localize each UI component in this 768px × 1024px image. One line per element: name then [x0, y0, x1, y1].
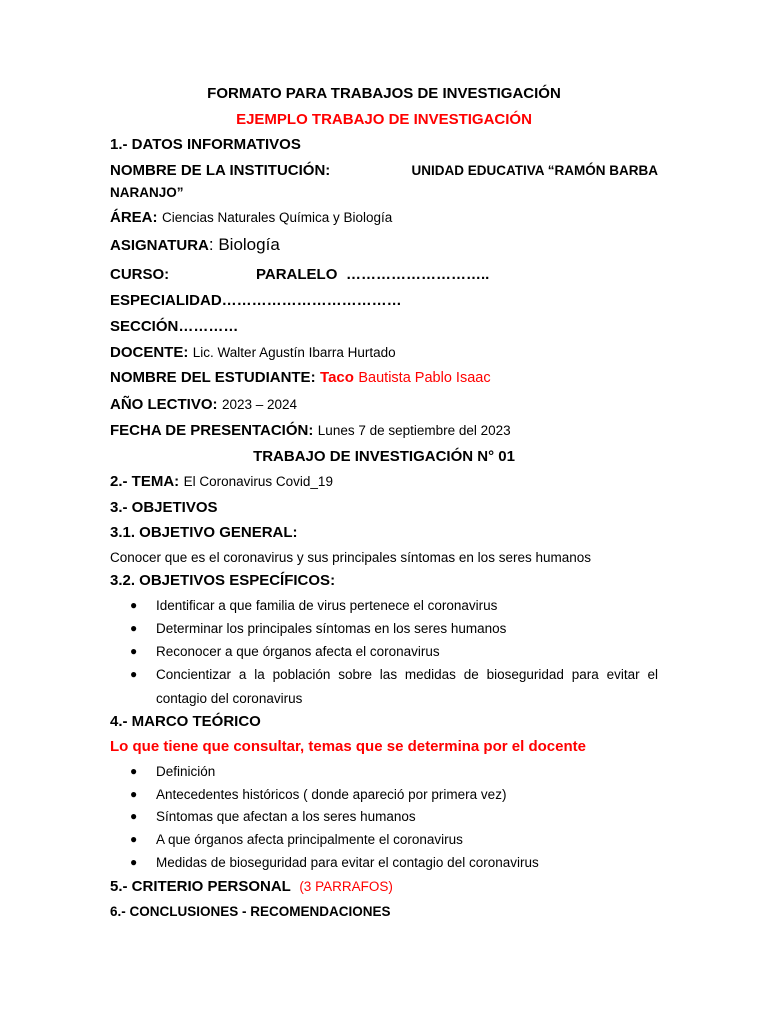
bullet-icon: ● — [130, 787, 138, 801]
marco-teorico-heading: 4.- MARCO TEÓRICO — [110, 713, 261, 730]
bullet-icon: ● — [130, 764, 138, 778]
lectivo-row — [110, 396, 658, 414]
asignatura-label: ASIGNATURA — [110, 237, 209, 254]
tema-label: 2.- TEMA: — [110, 473, 180, 490]
bullet-icon: ● — [130, 832, 138, 846]
asignatura-value: : Biología — [208, 235, 280, 254]
especialidad-row: ESPECIALIDAD……………………………… — [110, 292, 402, 309]
objetivo-general-heading: 3.1. OBJETIVO GENERAL: — [110, 524, 298, 541]
paralelo-label: PARALELO — [256, 266, 338, 283]
criterio-note: (3 PARRAFOS) — [299, 879, 393, 894]
bullet-icon: ● — [130, 667, 138, 681]
fecha-label: FECHA DE PRESENTACIÓN: — [110, 422, 314, 439]
estudiante-row — [110, 369, 658, 387]
bullet-icon: ● — [130, 644, 138, 658]
conclusiones-heading: 6.- CONCLUSIONES - RECOMENDACIONES — [110, 904, 391, 919]
area-value: Ciencias Naturales Química y Biología — [161, 210, 393, 225]
lectivo-value: 2023 – 2024 — [221, 397, 298, 412]
estudiante-bold: Taco — [320, 369, 354, 386]
estudiante-value: Bautista Pablo Isaac — [358, 370, 491, 386]
curso-label: CURSO: — [110, 266, 170, 283]
bullet-icon: ● — [130, 809, 138, 823]
asignatura-row — [110, 235, 658, 255]
tema-row — [110, 473, 658, 491]
criterio-row — [110, 878, 658, 896]
tema-value: El Coronavirus Covid_19 — [183, 474, 333, 489]
document-subtitle: EJEMPLO TRABAJO DE INVESTIGACIÓN — [236, 111, 532, 128]
institucion-value-cont: NARANJO” — [110, 185, 184, 200]
institucion-row — [110, 162, 658, 179]
objetivos-especificos-heading: 3.2. OBJETIVOS ESPECÍFICOS: — [110, 572, 336, 589]
institucion-value: UNIDAD EDUCATIVA “RAMÓN BARBA — [411, 163, 658, 178]
docente-value: Lic. Walter Agustín Ibarra Hurtado — [192, 345, 396, 360]
bullet-icon: ● — [130, 598, 138, 612]
trabajo-title: TRABAJO DE INVESTIGACIÓN N° 01 — [253, 448, 515, 465]
docente-label: DOCENTE: — [110, 344, 189, 361]
area-row — [110, 209, 658, 227]
institucion-label: NOMBRE DE LA INSTITUCIÓN: — [110, 162, 331, 179]
curso-row — [110, 266, 658, 283]
marco-teorico-note: Lo que tiene que consultar, temas que se determina por el docente — [110, 738, 586, 755]
criterio-label: 5.- CRITERIO PERSONAL — [110, 878, 291, 895]
lectivo-label: AÑO LECTIVO: — [110, 396, 218, 413]
estudiante-label: NOMBRE DEL ESTUDIANTE: — [110, 369, 316, 386]
docente-row — [110, 344, 658, 362]
objetivos-heading: 3.- OBJETIVOS — [110, 499, 218, 516]
seccion-row: SECCIÓN………… — [110, 318, 239, 335]
fecha-row — [110, 422, 658, 440]
fecha-value: Lunes 7 de septiembre del 2023 — [317, 423, 511, 438]
document-title: FORMATO PARA TRABAJOS DE INVESTIGACIÓN — [207, 85, 561, 102]
objetivo-general-text: Conocer que es el coronavirus y sus principales síntomas en los seres humanos — [110, 550, 591, 565]
bullet-icon: ● — [130, 621, 138, 635]
section-datos-heading: 1.- DATOS INFORMATIVOS — [110, 136, 301, 153]
area-label: ÁREA: — [110, 209, 158, 226]
paralelo-dots: ……………………….. — [346, 266, 490, 283]
bullet-icon: ● — [130, 855, 138, 869]
